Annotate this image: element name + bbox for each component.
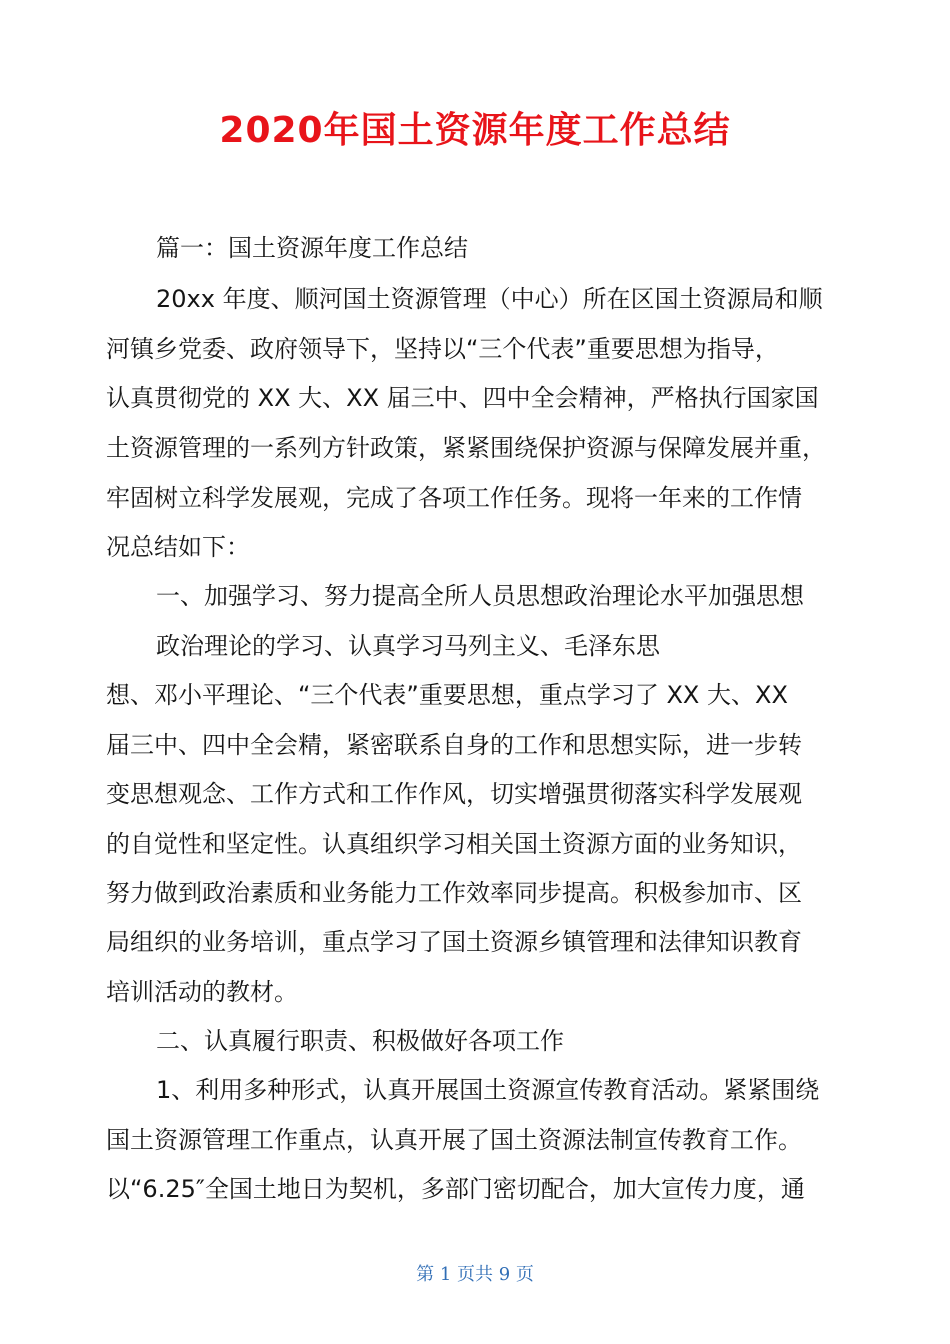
paragraph-line: 20xx 年度、顺河国土资源管理（中心）所在区国土资源局和顺 — [156, 285, 823, 313]
section-heading-part-one: 篇一：国土资源年度工作总结 — [156, 234, 468, 262]
paragraph-line: 政治理论的学习、认真学习马列主义、毛泽东思 — [156, 632, 660, 660]
paragraph-line: 变思想观念、工作方式和工作作风，切实增强贯彻落实科学发展观 — [106, 780, 802, 808]
paragraph-line: 努力做到政治素质和业务能力工作效率同步提高。积极参加市、区 — [106, 879, 802, 907]
paragraph-line: 届三中、四中全会精，紧密联系自身的工作和思想实际，进一步转 — [106, 731, 802, 759]
paragraph-line: 河镇乡党委、政府领导下，坚持以“三个代表”重要思想为指导， — [106, 335, 779, 363]
page-number-footer: 第 1 页共 9 页 — [416, 1264, 534, 1285]
section-heading-two: 二、认真履行职责、积极做好各项工作 — [156, 1027, 564, 1055]
paragraph-line: 况总结如下： — [106, 533, 250, 561]
paragraph-line: 牢固树立科学发展观，完成了各项工作任务。现将一年来的工作情 — [106, 484, 802, 512]
paragraph-line: 1、利用多种形式，认真开展国土资源宣传教育活动。紧紧围绕 — [156, 1076, 820, 1104]
document-title: 2020年国土资源年度工作总结 — [219, 110, 731, 151]
paragraph-line: 国土资源管理工作重点，认真开展了国土资源法制宣传教育工作。 — [106, 1126, 802, 1154]
paragraph-line: 局组织的业务培训，重点学习了国土资源乡镇管理和法律知识教育 — [106, 928, 802, 956]
paragraph-line: 土资源管理的一系列方针政策，紧紧围绕保护资源与保障发展并重， — [106, 434, 826, 462]
paragraph-line: 的自觉性和坚定性。认真组织学习相关国土资源方面的业务知识， — [106, 830, 802, 858]
paragraph-line: 认真贯彻党的 XX 大、XX 届三中、四中全会精神，严格执行国家国 — [106, 384, 819, 412]
paragraph-line: 想、邓小平理论、“三个代表”重要思想，重点学习了 XX 大、XX — [106, 681, 788, 709]
paragraph-line: 培训活动的教材。 — [106, 978, 298, 1006]
paragraph-line: 以“6.25″全国土地日为契机，多部门密切配合，加大宣传力度，通 — [106, 1175, 805, 1203]
section-heading-one: 一、加强学习、努力提高全所人员思想政治理论水平加强思想 — [156, 582, 804, 610]
